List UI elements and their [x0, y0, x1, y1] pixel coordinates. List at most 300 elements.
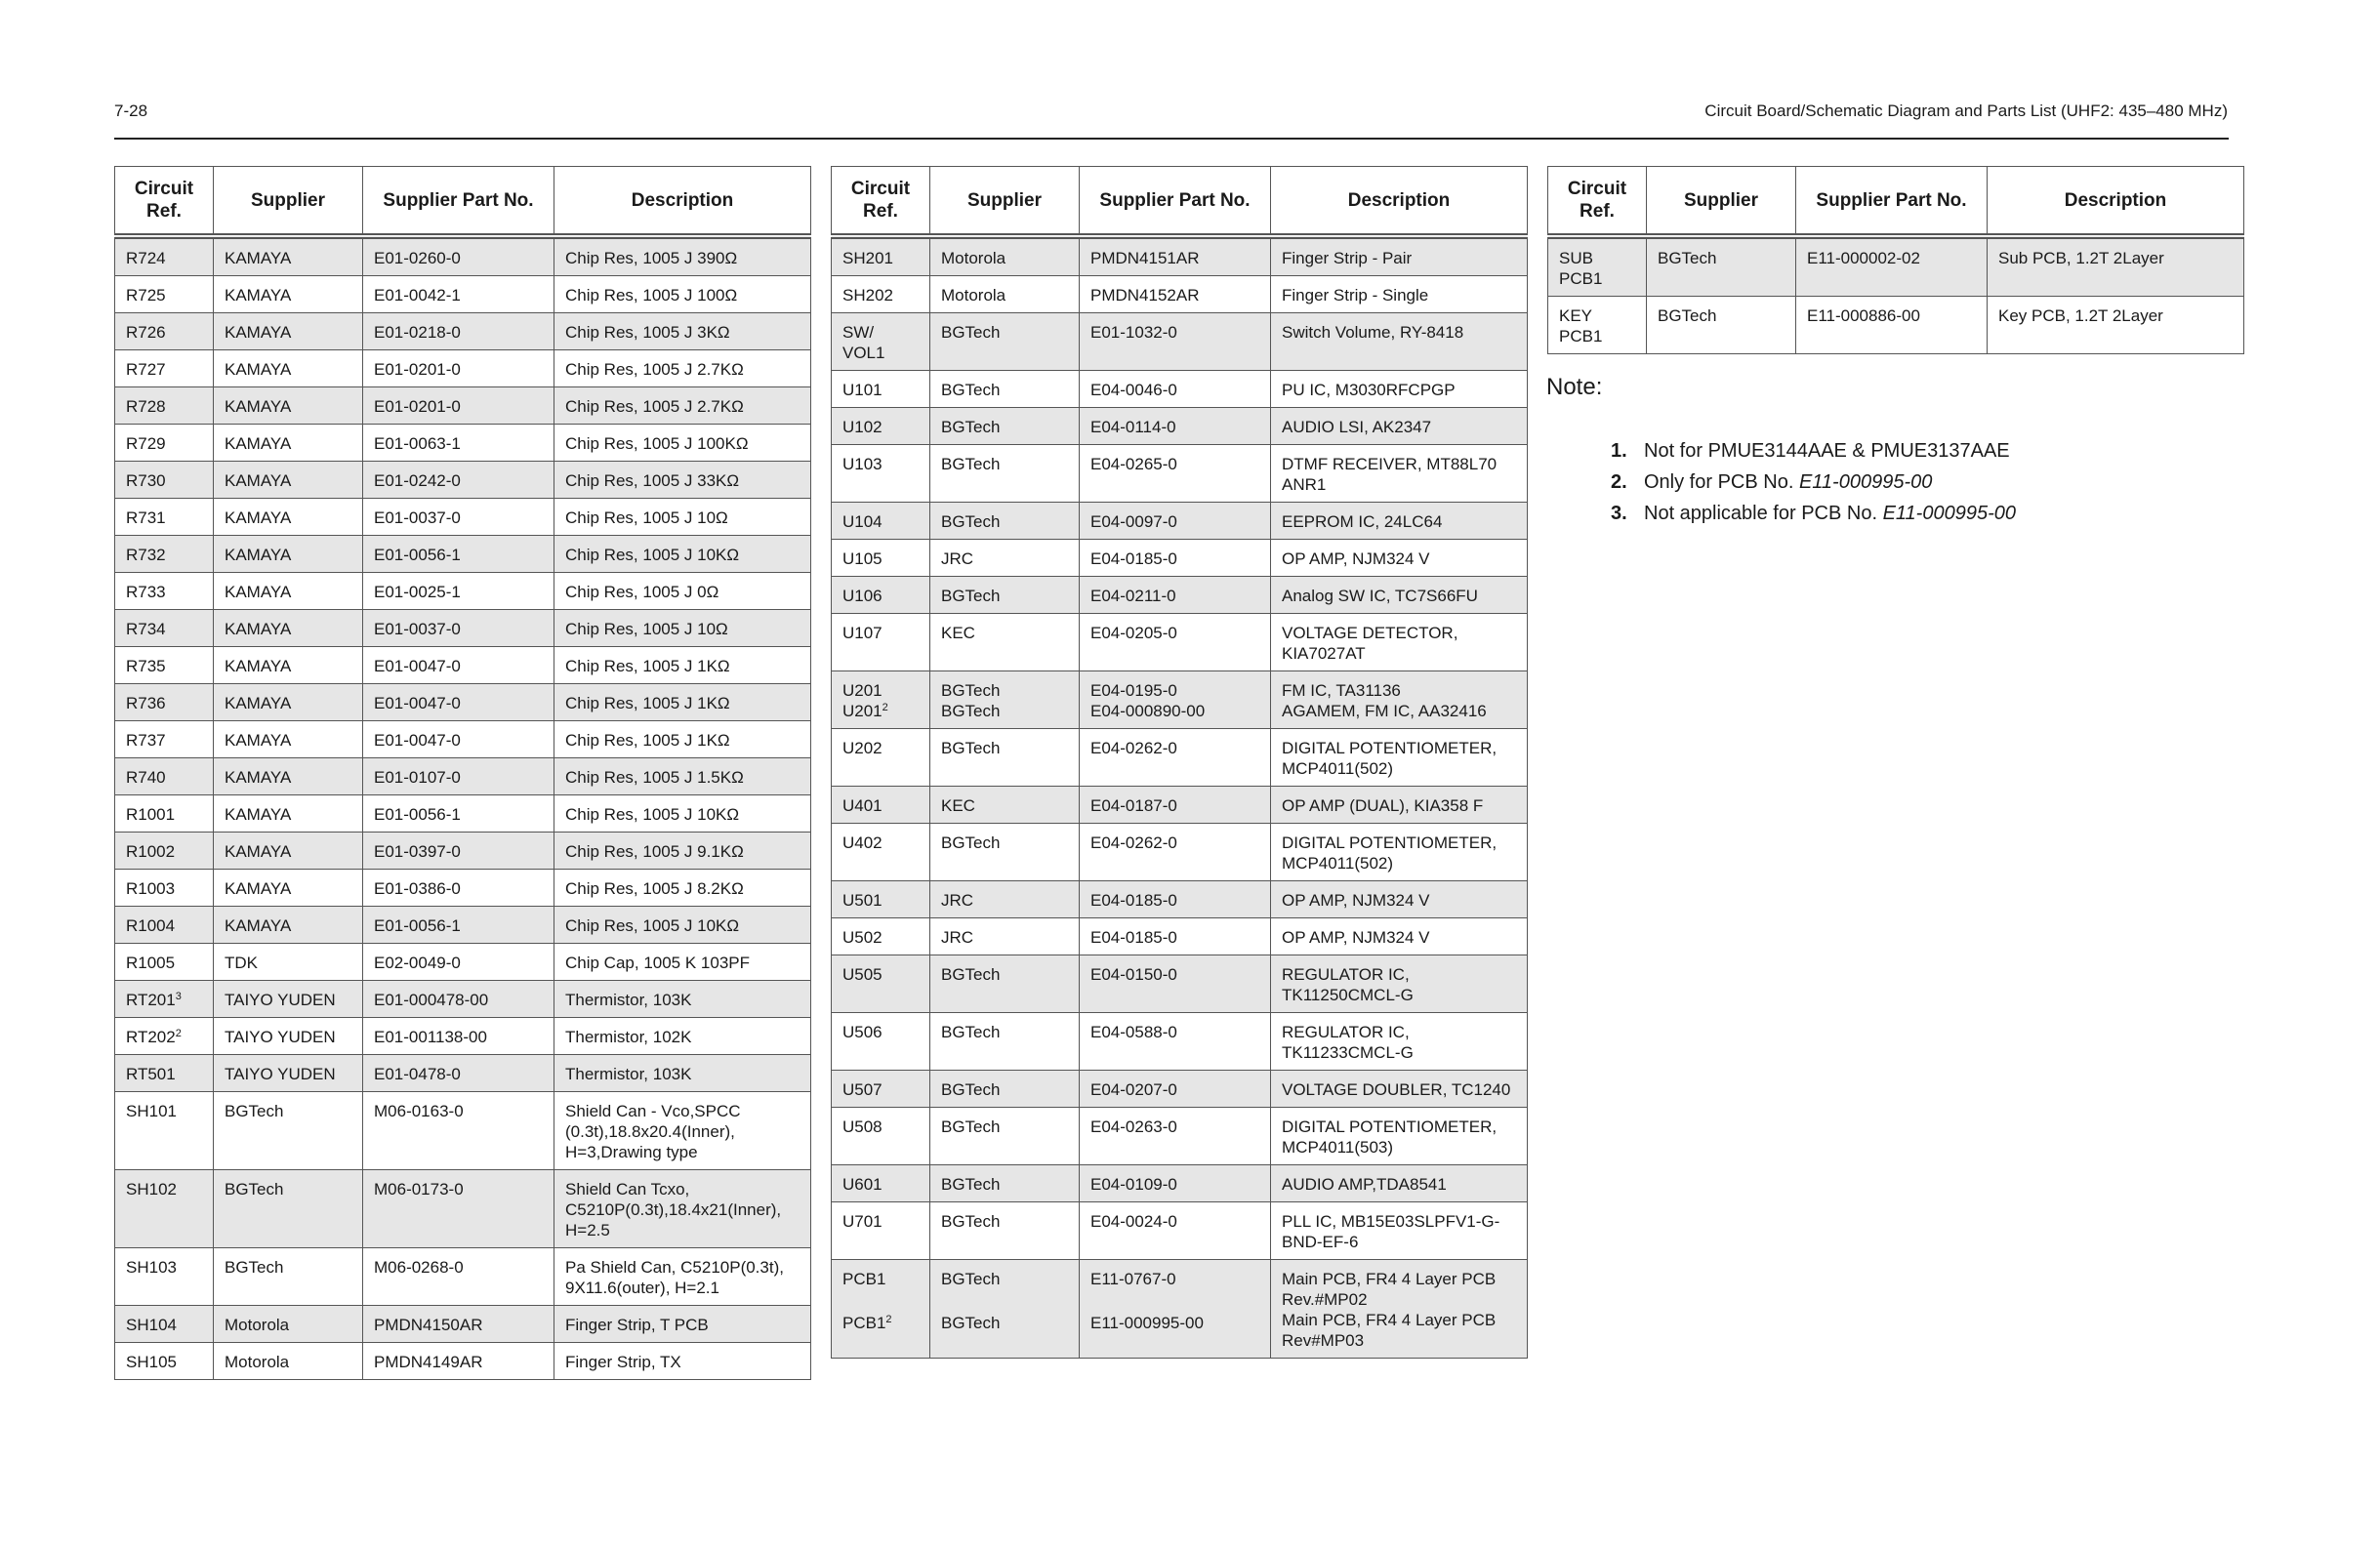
part-no-text: E02-0049-0	[374, 954, 461, 972]
supplier-text: BGTech	[941, 587, 1001, 605]
cell-supplier	[214, 795, 363, 833]
cell-circuit-ref	[115, 1018, 214, 1055]
cell-circuit-ref	[115, 610, 214, 647]
col-header-part-no: Supplier Part No.	[363, 167, 554, 237]
table-row	[832, 614, 1528, 671]
cell-description	[1271, 1202, 1528, 1260]
cell-supplier	[930, 1165, 1080, 1202]
part-no-text: E04-0046-0	[1090, 381, 1177, 399]
cell-description	[554, 536, 811, 573]
part-no-text: E01-0025-1	[374, 583, 461, 601]
description-text: PLL IC, MB15E03SLPFV1-G-BND-EF-6	[1282, 1212, 1500, 1251]
supplier-text: KAMAYA	[225, 805, 292, 824]
circuit-ref-text	[842, 623, 919, 643]
cell-circuit-ref	[832, 881, 930, 918]
cell-part-no	[1080, 1165, 1271, 1202]
cell-circuit-ref	[832, 276, 930, 313]
table-row	[115, 425, 811, 462]
circuit-ref-value: R1004	[126, 916, 176, 935]
col-header-description: Description	[1271, 167, 1528, 237]
table-row	[115, 758, 811, 795]
circuit-ref-value: U507	[842, 1080, 882, 1099]
cell-part-no	[363, 313, 554, 350]
supplier-text: BGTech	[941, 1270, 1001, 1288]
circuit-ref-value: SH103	[126, 1258, 177, 1277]
circuit-ref-value: R733	[126, 583, 166, 601]
cell-description	[554, 276, 811, 313]
cell-part-no	[363, 1248, 554, 1306]
description-text: Shield Can Tcxo, C5210P(0.3t),18.4x21(Inner), H=2.5	[565, 1180, 782, 1239]
cell-circuit-ref	[115, 276, 214, 313]
part-no-text: E04-0109-0	[1090, 1175, 1177, 1194]
part-no-text: E01-0056-1	[374, 805, 461, 824]
circuit-ref-text	[126, 730, 202, 751]
cell-part-no	[1080, 671, 1271, 729]
supplier-text: KAMAYA	[225, 546, 292, 564]
cell-description	[1271, 1013, 1528, 1071]
description-text: PU IC, M3030RFCPGP	[1282, 381, 1456, 399]
table-row	[832, 918, 1528, 955]
circuit-ref-text	[842, 285, 919, 305]
circuit-ref-text	[126, 990, 202, 1010]
cell-supplier	[214, 1170, 363, 1248]
col-header-supplier: Supplier	[930, 167, 1080, 237]
cell-part-no	[363, 721, 554, 758]
cell-supplier	[214, 1018, 363, 1055]
page-header-title: Circuit Board/Schematic Diagram and Parts List (UHF2: 435–480 MHz)	[1704, 102, 2228, 120]
cell-supplier	[930, 787, 1080, 824]
table-row	[832, 1108, 1528, 1165]
cell-supplier	[930, 1202, 1080, 1260]
supplier-text: Motorola	[225, 1353, 290, 1371]
cell-circuit-ref	[832, 1108, 930, 1165]
cell-description	[554, 1306, 811, 1343]
cell-description	[554, 1055, 811, 1092]
table-row	[115, 573, 811, 610]
table-row	[115, 1343, 811, 1380]
circuit-ref-value: U506	[842, 1023, 882, 1041]
note-item	[1611, 498, 2016, 529]
circuit-ref-text	[126, 656, 202, 676]
cell-description	[1271, 614, 1528, 671]
description-text: Chip Res, 1005 J 1KΩ	[565, 731, 730, 750]
table-header-row	[1548, 167, 2244, 237]
footnote-marker: 2	[882, 702, 888, 713]
cell-circuit-ref	[832, 408, 930, 445]
cell-circuit-ref	[115, 536, 214, 573]
supplier-text: BGTech	[225, 1258, 284, 1277]
cell-part-no	[363, 425, 554, 462]
cell-circuit-ref	[115, 499, 214, 536]
cell-part-no	[363, 1306, 554, 1343]
table-row	[115, 236, 811, 276]
part-no-text: E01-0218-0	[374, 323, 461, 342]
cell-description	[1271, 313, 1528, 371]
cell-circuit-ref	[115, 833, 214, 870]
cell-circuit-ref	[115, 1306, 214, 1343]
description-text: DIGITAL POTENTIOMETER, MCP4011(502)	[1282, 833, 1498, 873]
circuit-ref-text	[126, 1101, 202, 1121]
cell-part-no	[363, 276, 554, 313]
table-row	[115, 276, 811, 313]
table-row	[832, 1165, 1528, 1202]
cell-circuit-ref	[832, 614, 930, 671]
circuit-ref-value: R728	[126, 397, 166, 416]
circuit-ref-value: U106	[842, 587, 882, 605]
cell-circuit-ref	[115, 684, 214, 721]
circuit-ref-text	[842, 1174, 919, 1195]
cell-description	[1271, 787, 1528, 824]
part-no-text: E04-0150-0	[1090, 965, 1177, 984]
cell-description	[554, 1092, 811, 1170]
cell-circuit-ref	[115, 944, 214, 981]
circuit-ref-value: U102	[842, 418, 882, 436]
cell-description	[1271, 371, 1528, 408]
description-text: Chip Res, 1005 J 8.2KΩ	[565, 879, 744, 898]
circuit-ref-value: U107	[842, 624, 882, 642]
cell-circuit-ref	[115, 647, 214, 684]
circuit-ref-value: U502	[842, 928, 882, 947]
part-no-text: PMDN4151AR	[1090, 249, 1200, 267]
part-no-text: E04-0262-0	[1090, 833, 1177, 852]
table-row	[115, 462, 811, 499]
cell-supplier	[214, 1055, 363, 1092]
cell-supplier	[214, 536, 363, 573]
cell-supplier	[214, 721, 363, 758]
circuit-ref-value: U505	[842, 965, 882, 984]
cell-description	[1271, 1071, 1528, 1108]
circuit-ref-text	[126, 841, 202, 862]
note-item	[1611, 435, 2016, 467]
cell-description	[554, 758, 811, 795]
header-rule	[114, 138, 2229, 140]
circuit-ref-value: SH105	[126, 1353, 177, 1371]
circuit-ref-text	[842, 1211, 919, 1232]
cell-circuit-ref	[832, 729, 930, 787]
note-text: Not applicable for PCB No.	[1644, 503, 1883, 524]
cell-supplier	[214, 981, 363, 1018]
table-row	[832, 1202, 1528, 1260]
table-row	[832, 1260, 1528, 1359]
circuit-ref-text	[126, 693, 202, 713]
table-row	[832, 503, 1528, 540]
supplier-text: JRC	[941, 891, 974, 910]
circuit-ref-value: R726	[126, 323, 166, 342]
circuit-ref-value: RT501	[126, 1065, 176, 1083]
part-no-text: E01-0056-1	[374, 916, 461, 935]
part-no-text: E01-0042-1	[374, 286, 461, 305]
circuit-ref-value: R1002	[126, 842, 176, 861]
cell-part-no	[363, 462, 554, 499]
cell-circuit-ref	[832, 787, 930, 824]
circuit-ref-text	[126, 1027, 202, 1047]
supplier-text: BGTech	[225, 1180, 284, 1199]
part-no-text: E04-0195-0	[1090, 681, 1177, 700]
table-row	[832, 881, 1528, 918]
cell-part-no	[1080, 1260, 1271, 1359]
part-no-text: E04-0024-0	[1090, 1212, 1177, 1231]
description-text: Chip Res, 1005 J 10KΩ	[565, 805, 740, 824]
cell-circuit-ref	[115, 387, 214, 425]
table-row	[832, 313, 1528, 371]
supplier-text: KAMAYA	[225, 360, 292, 379]
table-row	[115, 684, 811, 721]
circuit-ref-value: R731	[126, 508, 166, 527]
description-text: Chip Res, 1005 J 100Ω	[565, 286, 738, 305]
description-text: Chip Res, 1005 J 10KΩ	[565, 546, 740, 564]
table-row	[115, 499, 811, 536]
table-row	[115, 907, 811, 944]
table-row	[115, 647, 811, 684]
table-row	[832, 445, 1528, 503]
circuit-ref-value: R734	[126, 620, 166, 638]
note-text: Not for PMUE3144AAE & PMUE3137AAE	[1644, 440, 2010, 462]
cell-supplier	[214, 499, 363, 536]
cell-circuit-ref	[832, 445, 930, 503]
cell-supplier	[214, 1248, 363, 1306]
table-row	[1548, 236, 2244, 297]
table-row	[115, 1018, 811, 1055]
cell-description	[554, 610, 811, 647]
cell-supplier	[930, 918, 1080, 955]
cell-description	[1271, 540, 1528, 577]
circuit-ref-text	[842, 890, 919, 911]
cell-part-no	[1080, 955, 1271, 1013]
circuit-ref-text	[842, 380, 919, 400]
cell-description	[554, 1018, 811, 1055]
parts-table-3	[1547, 166, 2244, 354]
cell-circuit-ref	[115, 870, 214, 907]
part-no-text: E01-0201-0	[374, 397, 461, 416]
description-text: OP AMP, NJM324 V	[1282, 928, 1430, 947]
cell-description	[554, 1170, 811, 1248]
circuit-ref-text-2	[842, 701, 919, 721]
description-text: Analog SW IC, TC7S66FU	[1282, 587, 1478, 605]
note-part-number: E11-000995-00	[1798, 471, 1933, 493]
cell-part-no	[363, 647, 554, 684]
col-header-supplier: Supplier	[1647, 167, 1796, 237]
circuit-ref-value: R730	[126, 471, 166, 490]
description-text: Main PCB, FR4 4 Layer PCB Rev.#MP02	[1282, 1270, 1497, 1309]
cell-circuit-ref	[115, 1248, 214, 1306]
circuit-ref-value: RT202	[126, 1028, 176, 1046]
cell-circuit-ref	[832, 955, 930, 1013]
circuit-ref-text	[842, 833, 919, 853]
supplier-text: KAMAYA	[225, 768, 292, 787]
part-no-text: E04-0211-0	[1090, 587, 1176, 605]
circuit-ref-value: KEY PCB1	[1559, 306, 1603, 345]
circuit-ref-text	[126, 619, 202, 639]
description-text: Sub PCB, 1.2T 2Layer	[1998, 249, 2164, 267]
cell-part-no	[363, 907, 554, 944]
supplier-text: KAMAYA	[225, 842, 292, 861]
page-number: 7-28	[114, 102, 148, 120]
cell-supplier	[930, 1071, 1080, 1108]
circuit-ref-text	[126, 915, 202, 936]
circuit-ref-value: R1003	[126, 879, 176, 898]
cell-description	[554, 944, 811, 981]
cell-part-no	[1080, 1071, 1271, 1108]
circuit-ref-text	[842, 1117, 919, 1137]
description-text: Finger Strip - Single	[1282, 286, 1429, 305]
part-no-text: PMDN4149AR	[374, 1353, 483, 1371]
supplier-text: BGTech	[941, 965, 1001, 984]
circuit-ref-value: PCB1	[842, 1314, 886, 1332]
circuit-ref-text	[1559, 305, 1635, 346]
cell-circuit-ref	[832, 236, 930, 276]
table-row	[115, 833, 811, 870]
note-item	[1611, 467, 2016, 498]
circuit-ref-value: U202	[842, 739, 882, 757]
cell-description	[1988, 297, 2244, 354]
cell-description	[554, 870, 811, 907]
table-row	[115, 536, 811, 573]
cell-part-no	[1080, 313, 1271, 371]
cell-circuit-ref	[832, 918, 930, 955]
cell-part-no	[363, 350, 554, 387]
part-no-text: E11-000002-02	[1807, 249, 1920, 267]
cell-part-no	[1080, 918, 1271, 955]
supplier-text: TAIYO YUDEN	[225, 1028, 336, 1046]
circuit-ref-text	[126, 248, 202, 268]
description-text: Switch Volume, RY-8418	[1282, 323, 1464, 342]
supplier-text: KAMAYA	[225, 286, 292, 305]
cell-supplier	[214, 462, 363, 499]
cell-supplier	[930, 540, 1080, 577]
table-row	[115, 1170, 811, 1248]
supplier-text-2: BGTech	[941, 702, 1001, 720]
cell-supplier	[214, 944, 363, 981]
part-no-text: E01-0037-0	[374, 620, 461, 638]
cell-circuit-ref	[115, 721, 214, 758]
circuit-ref-text	[842, 248, 919, 268]
supplier-text: Motorola	[941, 249, 1006, 267]
table-row	[115, 1092, 811, 1170]
circuit-ref-text	[842, 964, 919, 985]
description-text: Chip Res, 1005 J 10Ω	[565, 620, 728, 638]
supplier-text: KAMAYA	[225, 249, 292, 267]
table-row	[832, 824, 1528, 881]
description-text: Thermistor, 103K	[565, 1065, 692, 1083]
supplier-text: JRC	[941, 928, 974, 947]
supplier-text: BGTech	[941, 681, 1001, 700]
description-text: Chip Res, 1005 J 390Ω	[565, 249, 738, 267]
circuit-ref-value: U105	[842, 549, 882, 568]
part-no-text: E04-0185-0	[1090, 549, 1177, 568]
cell-part-no	[363, 1055, 554, 1092]
part-no-text: E01-0063-1	[374, 434, 461, 453]
circuit-ref-text	[126, 433, 202, 454]
cell-circuit-ref	[832, 1202, 930, 1260]
table-row	[115, 944, 811, 981]
circuit-ref-text-2	[842, 1313, 919, 1333]
cell-part-no	[363, 833, 554, 870]
circuit-ref-value: R735	[126, 657, 166, 675]
circuit-ref-text	[842, 680, 919, 701]
table-row	[832, 236, 1528, 276]
table-row	[115, 387, 811, 425]
cell-part-no	[363, 1343, 554, 1380]
circuit-ref-text	[842, 586, 919, 606]
table-row	[832, 540, 1528, 577]
supplier-text: BGTech	[941, 381, 1001, 399]
cell-supplier	[214, 647, 363, 684]
part-no-text: M06-0268-0	[374, 1258, 464, 1277]
description-text: VOLTAGE DETECTOR, KIA7027AT	[1282, 624, 1458, 663]
part-no-text: E01-0478-0	[374, 1065, 461, 1083]
supplier-text: BGTech	[1658, 249, 1717, 267]
circuit-ref-value: R736	[126, 694, 166, 712]
table-row	[115, 350, 811, 387]
cell-supplier	[930, 313, 1080, 371]
cell-description	[1271, 408, 1528, 445]
cell-supplier	[930, 371, 1080, 408]
cell-circuit-ref	[115, 573, 214, 610]
circuit-ref-value: R740	[126, 768, 166, 787]
circuit-ref-value: U601	[842, 1175, 882, 1194]
cell-description	[1271, 445, 1528, 503]
cell-description	[554, 907, 811, 944]
cell-description	[1271, 881, 1528, 918]
description-text: DIGITAL POTENTIOMETER, MCP4011(503)	[1282, 1117, 1498, 1157]
supplier-text: BGTech	[1658, 306, 1717, 325]
circuit-ref-value: SH201	[842, 249, 893, 267]
table-row	[115, 1248, 811, 1306]
cell-description	[554, 981, 811, 1018]
cell-description	[1271, 824, 1528, 881]
cell-description	[1271, 671, 1528, 729]
description-text: Finger Strip, TX	[565, 1353, 681, 1371]
part-no-text: E01-0047-0	[374, 657, 461, 675]
part-no-text: E04-0262-0	[1090, 739, 1177, 757]
cell-part-no	[1080, 276, 1271, 313]
note-number: 1.	[1611, 440, 1627, 462]
cell-part-no	[363, 981, 554, 1018]
description-text: Chip Res, 1005 J 3KΩ	[565, 323, 730, 342]
circuit-ref-text	[126, 953, 202, 973]
circuit-ref-value: U701	[842, 1212, 882, 1231]
circuit-ref-text	[126, 1352, 202, 1372]
circuit-ref-text	[126, 1257, 202, 1278]
cell-part-no	[1080, 787, 1271, 824]
cell-circuit-ref	[832, 371, 930, 408]
description-text: Chip Res, 1005 J 33KΩ	[565, 471, 740, 490]
cell-circuit-ref	[115, 1092, 214, 1170]
table-row	[832, 1013, 1528, 1071]
cell-supplier	[930, 276, 1080, 313]
cell-part-no	[1080, 729, 1271, 787]
circuit-ref-value: R732	[126, 546, 166, 564]
table-row	[115, 981, 811, 1018]
circuit-ref-value: R724	[126, 249, 166, 267]
cell-circuit-ref	[115, 1170, 214, 1248]
cell-description	[554, 573, 811, 610]
part-no-text: E01-1032-0	[1090, 323, 1177, 342]
description-text: Finger Strip - Pair	[1282, 249, 1413, 267]
cell-supplier	[214, 276, 363, 313]
circuit-ref-text	[126, 396, 202, 417]
cell-supplier	[930, 729, 1080, 787]
supplier-text: Motorola	[941, 286, 1006, 305]
description-text: Shield Can - Vco,SPCC (0.3t),18.8x20.4(Inner), H=3,Drawing type	[565, 1102, 741, 1161]
circuit-ref-value: U103	[842, 455, 882, 473]
circuit-ref-value: U201	[842, 681, 882, 700]
circuit-ref-text	[126, 322, 202, 343]
col-header-circuit-ref: Circuit Ref.	[1548, 167, 1647, 237]
supplier-text: KAMAYA	[225, 397, 292, 416]
part-no-text: E04-0114-0	[1090, 418, 1176, 436]
part-no-text: E01-0201-0	[374, 360, 461, 379]
